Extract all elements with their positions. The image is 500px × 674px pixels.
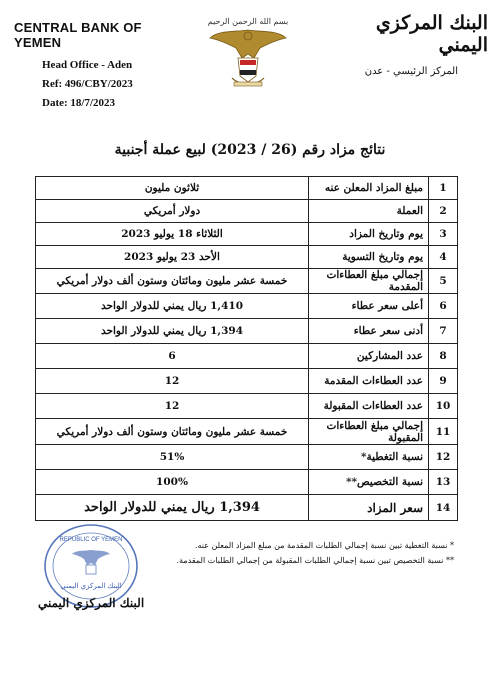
row-number: 10: [429, 394, 458, 419]
row-value: ثلاثون مليون: [36, 177, 309, 200]
footnote-coverage: * نسبة التغطية تبين نسبة إجمالي الطلبات المقدمة من مبلغ المزاد المعلن عنه.: [194, 541, 454, 550]
signature-bank-name: البنك المركزي اليمني: [38, 596, 145, 610]
row-item: نسبة التخصيص**: [309, 470, 429, 495]
row-number: 7: [429, 319, 458, 344]
table-row: [36, 369, 458, 394]
table-row: [36, 419, 458, 445]
row-number: 12: [429, 445, 458, 470]
row-number: 2: [429, 200, 458, 223]
row-number: 6: [429, 294, 458, 319]
document-date: Date: 18/7/2023: [42, 97, 116, 109]
row-value: 100%: [36, 470, 309, 495]
row-value: 1,394 ريال يمني للدولار الواحد: [36, 319, 309, 344]
row-item: أعلى سعر عطاء: [309, 294, 429, 319]
bank-name-ar: البنك المركزي اليمني: [375, 12, 488, 56]
stamp-text-ar: البنك المركزي اليمني: [60, 582, 122, 590]
row-number: 5: [429, 269, 458, 294]
row-item: يوم وتاريخ المزاد: [309, 223, 429, 246]
row-value: 1,410 ريال يمني للدولار الواحد: [36, 294, 309, 319]
row-item: إجمالي مبلغ العطاءات المقبولة: [309, 419, 429, 445]
table-row: [36, 394, 458, 419]
row-number: 3: [429, 223, 458, 246]
row-item: مبلغ المزاد المعلن عنه: [309, 177, 429, 200]
row-value: 12: [36, 369, 309, 394]
row-value: خمسة عشر مليون ومائتان وستون ألف دولار أمريكي: [36, 269, 309, 294]
row-item: إجمالي مبلغ العطاءات المقدمة: [309, 269, 429, 294]
table-row: [36, 344, 458, 369]
row-value: 12: [36, 394, 309, 419]
row-number: 14: [429, 495, 458, 521]
row-value: 51%: [36, 445, 309, 470]
row-value: الثلاثاء 18 يوليو 2023: [36, 223, 309, 246]
row-number: 4: [429, 246, 458, 269]
row-value: خمسة عشر مليون ومائتان وستون ألف دولار أمريكي: [36, 419, 309, 445]
row-number: 1: [429, 177, 458, 200]
auction-results-table: [35, 176, 458, 521]
bank-name-en: CENTRAL BANK OF YEMEN: [14, 20, 142, 50]
document-title: نتائج مزاد رقم (26 / 2023) لبيع عملة أجنبية: [114, 142, 386, 158]
row-number: 9: [429, 369, 458, 394]
row-item: أدنى سعر عطاء: [309, 319, 429, 344]
row-value: 6: [36, 344, 309, 369]
table-row: [36, 470, 458, 495]
row-item: عدد المشاركين: [309, 344, 429, 369]
table-row: [36, 294, 458, 319]
table-row: [36, 269, 458, 294]
row-item: عدد العطاءات المقبولة: [309, 394, 429, 419]
row-item: نسبة التغطية*: [309, 445, 429, 470]
footnote-allocation: ** نسبة التخصيص تبين نسبة إجمالي الطلبات المقبولة من إجمالي الطلبات المقدمة.: [176, 556, 454, 565]
header-ar: [323, 12, 488, 77]
header-en: [14, 20, 184, 113]
row-value: دولار أمريكي: [36, 200, 309, 223]
basmala-text: بسم الله الرحمن الرحيم: [207, 17, 289, 26]
stamp-text-en: REPUBLIC OF YEMEN: [59, 537, 123, 543]
reference-number: Ref: 496/CBY/2023: [42, 78, 133, 90]
table-row: [36, 223, 458, 246]
row-number: 13: [429, 470, 458, 495]
head-office-en: Head Office - Aden: [42, 59, 133, 71]
row-number: 8: [429, 344, 458, 369]
row-item: يوم وتاريخ التسوية: [309, 246, 429, 269]
yemen-eagle-emblem-icon: [206, 14, 290, 92]
table-row: [36, 445, 458, 470]
row-value: 1,394 ريال يمني للدولار الواحد: [36, 495, 309, 521]
table-row: [36, 200, 458, 223]
table-row: [36, 177, 458, 200]
row-item: سعر المزاد: [309, 495, 429, 521]
table-row: [36, 495, 458, 521]
table-row: [36, 246, 458, 269]
row-number: 11: [429, 419, 458, 445]
head-office-ar: المركز الرئيسي - عدن: [364, 66, 458, 77]
table-row: [36, 319, 458, 344]
row-value: الأحد 23 يوليو 2023: [36, 246, 309, 269]
row-item: عدد العطاءات المقدمة: [309, 369, 429, 394]
row-item: العملة: [309, 200, 429, 223]
